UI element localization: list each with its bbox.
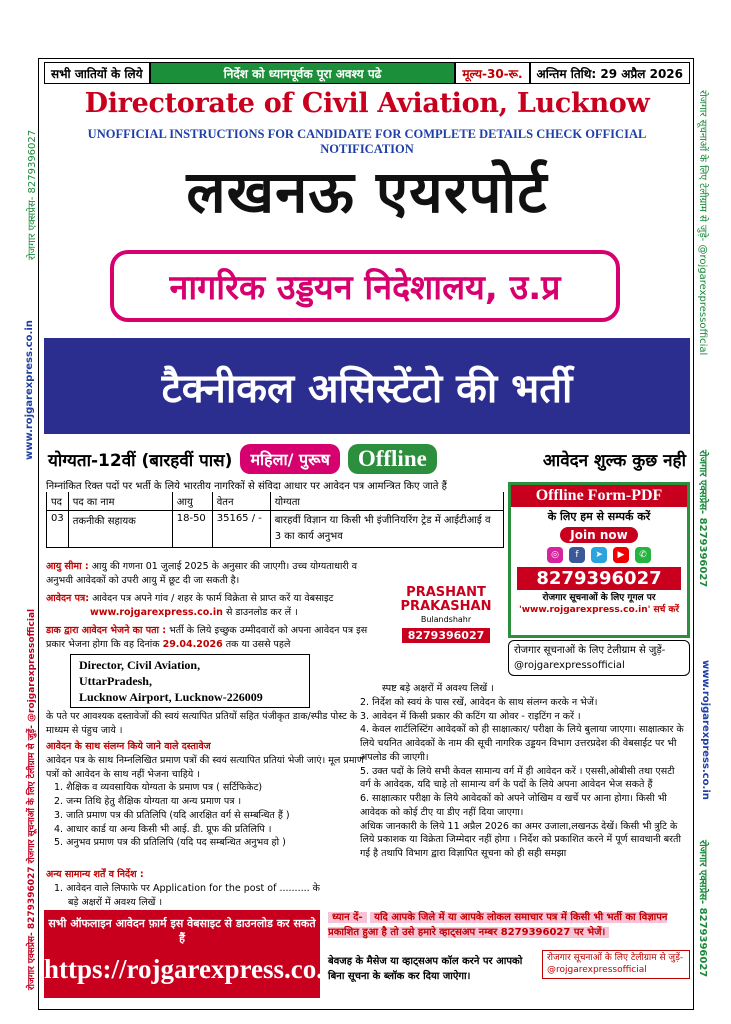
department-name: नागरिक उड्डयन निदेशालय, उ.प्र xyxy=(169,268,561,308)
form-site: www.rojgarexpress.co.in xyxy=(90,606,223,618)
table-cell: 03 xyxy=(47,511,69,548)
table-header: वेतन xyxy=(212,492,270,511)
table-header-row xyxy=(47,492,504,511)
offline-form-box xyxy=(508,482,690,638)
list-item: 2. निर्देश को स्वयं के पास रखें, आवेदन के साथ संलग्न करके न भेजें। xyxy=(360,696,598,708)
side-left-green: रोजगार एक्सप्रेस- 8279396027 xyxy=(27,129,38,260)
other-item: 1. आवेदन वाले लिफाफे पर Application for the post of .......... के xyxy=(54,882,320,894)
age-text: आयु की गणना 01 जुलाई 2025 के अनुसार की जाएगी। उच्च योग्यताधारी व अनुभवी आवेदकों को उपरी आयु में छूट दी जा सकती है। xyxy=(46,561,358,586)
side-right-phone: रोजगार एक्सप्रेस- 8279396027 xyxy=(697,450,708,588)
table-header: योग्यता xyxy=(270,492,503,511)
top-bar xyxy=(44,62,690,84)
side-right-url: www.rojgarexpress.co.in xyxy=(700,660,711,800)
after-address-text: के पते पर आवश्यक दस्तावेजों की स्वयं सत्यापित प्रतियों सहित पंजीकृत डाक/स्पीड पोस्ट के माध्यम से पंहुच जाये । xyxy=(46,711,358,736)
last-date-label: अन्तिम तिथि: 29 अप्रैल 2026 xyxy=(530,62,690,84)
notice-panel xyxy=(328,910,690,998)
block-warning: बेवजह के मैसेज या व्हाट्सअप कॉल करने पर आपको बिना सूचना के ब्लॉक कर दिया जाऐगा। xyxy=(328,956,523,982)
post-text: भर्ती के लिये इच्छुक उम्मीदवारों को अपना आवेदन पत्र इस प्रकार भेजना होगा कि वह दिनांक xyxy=(46,625,368,650)
download-banner xyxy=(44,910,346,998)
instruction-label: निर्देश को ध्यानपूर्वक पूरा अवश्य पढे xyxy=(150,62,456,84)
mode-badge: Offline xyxy=(348,444,437,474)
address-box xyxy=(70,654,310,708)
documents-section xyxy=(46,740,376,850)
side-left-url: www.rojgarexpress.co.in xyxy=(24,320,35,460)
banner-text: टैक्नीकल असिस्टेंटो की भर्ती xyxy=(161,365,573,412)
table-cell: तकनीकी सहायक xyxy=(68,511,172,548)
facebook-icon[interactable]: f xyxy=(569,547,585,563)
title-english: Directorate of Civil Aviation, Lucknow xyxy=(84,88,650,119)
recruitment-banner xyxy=(44,338,690,434)
post-table xyxy=(46,492,504,548)
table-cell: 35165 / - xyxy=(212,511,270,548)
offline-foot1: रोजगार सूचनाओं के लिए गूगल पर xyxy=(542,593,656,603)
list-item: 4. आधार कार्ड या अन्य किसी भी आई. डी. प्रूफ की प्रतिलिपि । xyxy=(54,823,272,835)
gender-badge: महिला/ पुरूष xyxy=(240,444,339,474)
list-item: 2. जन्म तिथि हेतु शैक्षिक योग्यता या अन्य प्रमाण पत्र । xyxy=(54,796,242,808)
notice-label: ध्यान दें- xyxy=(328,912,367,923)
castes-label: सभी जातियों के लिये xyxy=(44,62,150,84)
list-item: अधिक जानकारी के लिये 11 अप्रैल 2026 का अमर उजाला,लखनऊ देखें। किसी भी त्रुटि के लिये प्रकाशक या विक्रेता जिम्मेदार नहीं होगा । निर्देश को प्रकाशित करने में पूर्ण सावधानी बरती गई है तथापि विभाग द्वारा विज्ञापित सूचना को ही सही समझा xyxy=(360,820,681,860)
other-label: अन्य सामान्य शर्तें व निर्देश : xyxy=(46,869,144,880)
website-link[interactable]: https://rojgarexpress.co.in xyxy=(44,954,346,984)
list-item: 4. केवल शार्टलिस्टिंग आवेदकों को ही साक्षात्कार/ परीक्षा के लिये बुलाया जाएगा। साक्षात्कार के लिये चयनित आवेदकों के नाम की सूची नागरिक उड्डयन विभाग उत्तरप्रदेश की वेबसाईट पर भी अपलोड की जाएगी। xyxy=(360,724,684,763)
publisher-logo xyxy=(392,580,500,658)
post-date: 29.04.2026 xyxy=(162,638,223,650)
side-right-green: रोजगार सूचनाओं के लिए टेलीग्राम से जुड़े- @rojgarexpressofficial xyxy=(697,90,708,356)
notice-body: यदि आपके जिले में या आपके लोकल समाचार पत्र में किसी भी भर्ती का विज्ञापन प्रकाशित हुआ है तो उसे हमारे व्हाट्सअप नम्बर 8279396027 पर भेजें। xyxy=(328,912,668,938)
fee-label: आवेदन शुल्क कुछ नही xyxy=(542,450,686,471)
qualification-label: योग्यता-12वीं (बारहवीं पास) xyxy=(48,450,233,471)
list-item: 1. शैक्षिक व व्यवसायिक योग्यता के प्रमाण पत्र ( सर्टिफिकेट) xyxy=(54,782,263,794)
publisher-city: Bulandshahr xyxy=(420,614,472,624)
age-label: आयु सीमा : xyxy=(46,561,89,572)
title-hindi: लखनऊ एयरपोर्ट xyxy=(186,158,548,226)
offline-phone: 8279396027 xyxy=(517,567,681,590)
publisher-phone: 8279396027 xyxy=(402,628,491,643)
side-left-red: रोजगार एक्सप्रेस- 8279396027 रोजगार सूचनाओं के लिए टेलीग्राम से जुड़ें- @rojgarexpressofficial xyxy=(27,608,37,990)
address-line: UttarPradesh, xyxy=(79,674,152,689)
table-cell: बारहवीं विज्ञान या किसी भी इंजीनियरिंग ट्रेड में आईटीआई व 3 का कार्य अनुभव xyxy=(270,511,503,548)
post-label: डाक द्वारा आवेदन भेजने का पता : xyxy=(46,625,167,636)
table-row xyxy=(47,511,504,548)
documents-text: आवेदन पत्र के साथ निम्नलिखित प्रमाण पत्रों की स्वयं सत्यापित प्रतियां भेजी जाएं। मूल प्रमाण पत्रों को आवेदन के साथ नहीं भेजना चाहिये । xyxy=(46,754,364,780)
telegram-icon[interactable]: ➤ xyxy=(591,547,607,563)
documents-list xyxy=(46,781,376,850)
list-item: 3. आवेदन में किसी प्रकार की कटिंग या ओवर - राइटिंग न करें । xyxy=(360,710,581,722)
intro-text: निम्नांकित रिक्त पदों पर भर्ती के लिये भारतीय नागरिकों से संविदा आधार पर आवेदन पत्र आमन्त्रित किए जाते हैं xyxy=(46,481,447,492)
list-item: 3. जाति प्रमाण पत्र की प्रतिलिपि (यदि आरक्षित वर्ग से सम्बन्धित हैं ) xyxy=(54,809,290,821)
post-text2: तक या उससे पहले xyxy=(225,638,291,650)
social-icons xyxy=(511,547,687,563)
department-box xyxy=(110,250,620,322)
form-section xyxy=(46,592,376,620)
table-header: आयु xyxy=(172,492,212,511)
price-label: मूल्य-30-रू. xyxy=(455,62,529,84)
instagram-icon[interactable]: ◎ xyxy=(547,547,563,563)
youtube-icon[interactable]: ▶ xyxy=(613,547,629,563)
list-item: 5. उक्त पदों के लिये सभी केवल सामान्य वर्ग में ही आवेदन करें । एससी,ओबीसी तथा एसटी वर्ग के आवेदक, यदि चाहे तो सामान्य वर्ग के पदों के लिये अपना आवेदन भेज सकते हैं xyxy=(360,765,675,791)
other-item-cont: बड़े अक्षरों में अवश्य लिखें । xyxy=(68,896,163,908)
list-item: 6. साक्षात्कार परीक्षा के लिये आवेदकों को अपने जोखिम व खर्चे पर आना होगा। किसी भी आवेदक को कोई टीए या डीए नहीं दिया जाएगा। xyxy=(360,793,667,818)
table-header: पद xyxy=(47,492,69,511)
table-header: पद का नाम xyxy=(68,492,172,511)
download-message: सभी ऑफलाइन आवेदन फ़ार्म इस वेबसाइट से डाउनलोड कर सकते हैं xyxy=(48,917,316,945)
table-cell: 18-50 xyxy=(172,511,212,548)
documents-label: आवेदन के साथ संलग्न किये जाने वाले दस्तावेज xyxy=(46,741,211,752)
post-address-section xyxy=(46,624,376,652)
subtitle-english: UNOFFICIAL INSTRUCTIONS FOR CANDIDATE FOR COMPLETE DETAILS CHECK OFFICIAL NOTIFICATION xyxy=(87,127,647,156)
notice-telegram: रोजगार सूचनाओं के लिए टेलीग्राम से जुड़ें- @rojgarexpressofficial xyxy=(542,950,690,979)
telegram-box: रोजगार सूचनाओं के लिए टेलीग्राम से जुड़ें- @rojgarexpressofficial xyxy=(508,640,690,676)
list-item: 5. अनुभव प्रमाण पत्र की प्रतिलिपि (यदि पद सम्बन्धित अनुभव हो ) xyxy=(54,837,286,849)
offline-sub: के लिए हम से सम्पर्क करें xyxy=(547,510,651,523)
age-section xyxy=(46,560,376,588)
offline-foot2: 'www.rojgarexpress.co.in' सर्च करें xyxy=(518,604,680,615)
address-line: Lucknow Airport, Lucknow-226009 xyxy=(79,690,263,705)
list-item: स्पष्ट बड़े अक्षरों में अवश्य लिखें । xyxy=(382,683,494,694)
form-text2: से डाउनलोड कर लें । xyxy=(225,606,298,618)
right-instructions xyxy=(360,682,688,861)
form-label: आवेदन पत्र: xyxy=(46,593,90,604)
qualification-row xyxy=(44,440,690,478)
address-line: Director, Civil Aviation, xyxy=(79,658,201,672)
publisher-name: PRASHANT PRAKASHAN xyxy=(400,585,492,615)
side-right-bottom: रोजगार एक्सप्रेस- 8279396027 xyxy=(697,840,708,978)
other-section xyxy=(46,868,376,909)
join-now-button[interactable]: Join now xyxy=(560,527,637,543)
offline-title: Offline Form-PDF xyxy=(511,485,687,507)
whatsapp-icon[interactable]: ✆ xyxy=(635,547,651,563)
notice-text xyxy=(328,910,690,940)
form-text: आवेदन पत्र अपने गांव / शहर के फार्म विक्रेता से प्राप्त करें या वेबसाइट xyxy=(92,593,334,604)
